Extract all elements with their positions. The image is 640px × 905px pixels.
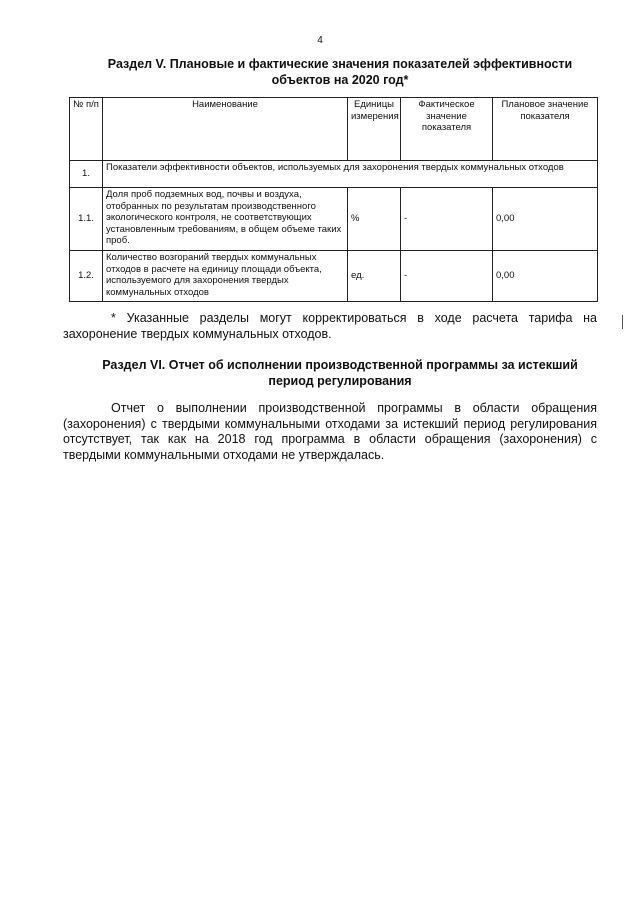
row-name: Количество возгораний твердых коммунальных отходов в расчете на единицу площади объекта, используемого для захоронения твердых коммунальных отходов: [103, 251, 348, 302]
table-row: [70, 251, 598, 302]
row-name: Доля проб подземных вод, почвы и воздуха, отобранных по результатам производственного экологического контроля, не соответствующих установленным требованиям, в общем объеме таких проб.: [103, 188, 348, 251]
group-num: 1.: [70, 161, 103, 188]
header-name: Наименование: [103, 98, 348, 161]
header-num: № п/п: [70, 98, 103, 161]
section-5-title: Раздел V. Плановые и фактические значения показателей эффективности объектов на 2020 год*: [107, 57, 573, 87]
group-title: Показатели эффективности объектов, используемых для захоронения твердых коммунальных отходов: [103, 161, 598, 188]
row-units: ед.: [348, 251, 401, 302]
table-row: [70, 188, 598, 251]
row-num: 1.1.: [70, 188, 103, 251]
report-paragraph: Отчет о выполнении производственной программы в области обращения (захоронения) с твердыми коммунальными отходами за истекший период регулирования отсутствует, так как на 2018 год программа в области обращения (захоронения) с твердыми коммунальными отходами не утверждалась.: [63, 401, 597, 462]
header-planned: Плановое значение показателя: [493, 98, 598, 161]
header-units: Единицы измерения: [348, 98, 401, 161]
table-group-row: [70, 161, 598, 188]
section-6-title: Раздел VI. Отчет об исполнении производственной программы за истекший период регулирования: [102, 358, 578, 388]
row-num: 1.2.: [70, 251, 103, 302]
performance-table: [69, 97, 598, 302]
header-actual: Фактическое значение показателя: [401, 98, 493, 161]
footnote: * Указанные разделы могут корректироваться в ходе расчета тарифа на захоронение твердых коммунальных отходов.: [63, 311, 597, 341]
margin-mark: [622, 315, 623, 329]
row-actual: -: [401, 188, 493, 251]
page-number: 4: [317, 35, 323, 46]
row-planned: 0,00: [493, 188, 598, 251]
table-header-row: [70, 98, 598, 161]
row-units: %: [348, 188, 401, 251]
row-planned: 0,00: [493, 251, 598, 302]
row-actual: -: [401, 251, 493, 302]
